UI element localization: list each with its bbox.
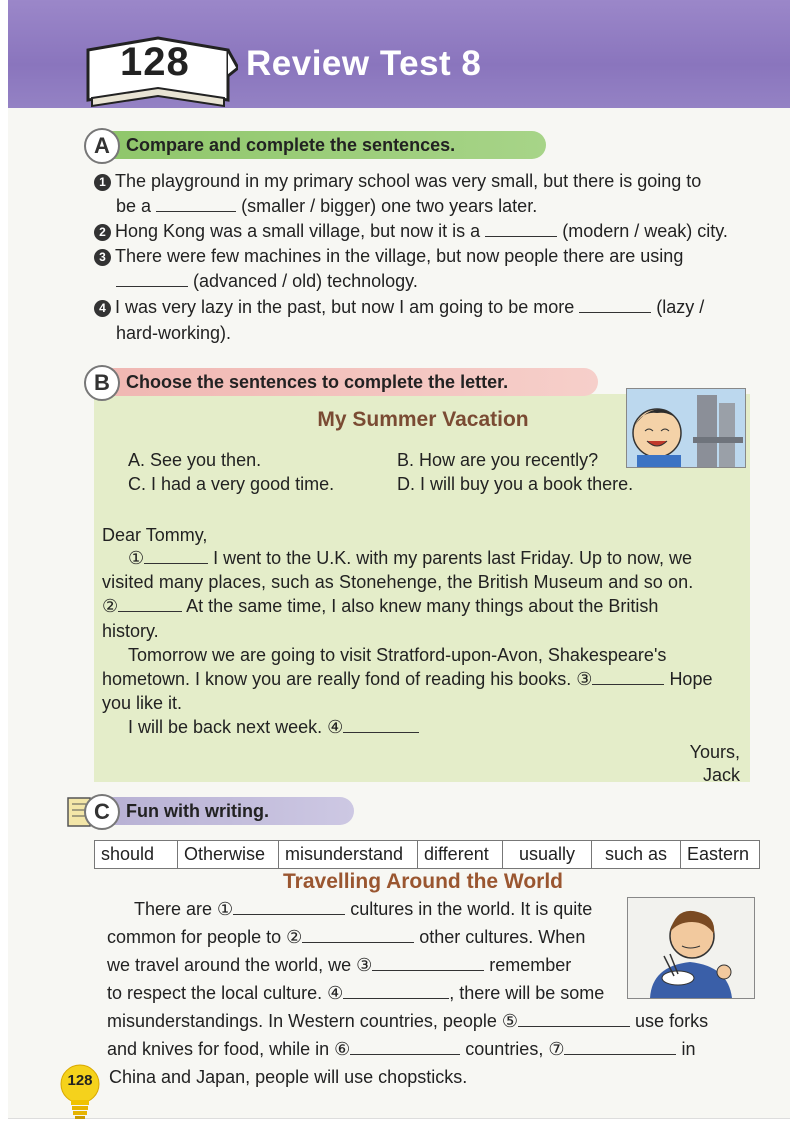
answer-blank[interactable]: [350, 1040, 460, 1055]
story-line: [107, 981, 604, 1005]
answer-blank[interactable]: [302, 928, 414, 943]
letter-text: I went to the U.K. with my parents last Friday. Up to now, we: [213, 548, 693, 568]
answer-blank[interactable]: [592, 670, 664, 685]
answer-blank[interactable]: [343, 984, 449, 999]
word-bank-item: such as: [592, 841, 681, 868]
story-text: common for people to ②: [107, 927, 303, 947]
story-line: China and Japan, people will use chopsticks.: [109, 1067, 468, 1087]
letter-line: Tomorrow we are going to visit Stratford-upon-Avon, Shakespeare's: [128, 645, 667, 665]
letter-line: [102, 594, 658, 618]
story-line: [107, 1009, 708, 1033]
word-bank-item: should: [95, 841, 178, 868]
word-bank-item: different: [418, 841, 503, 868]
question-3-line-2: [116, 269, 418, 293]
blank-marker: ②: [102, 596, 119, 616]
section-c-letter: C: [84, 794, 120, 830]
letter-line: you like it.: [102, 693, 183, 713]
story-text: and knives for food, while in ⑥: [107, 1039, 351, 1059]
section-c-instruction: Fun with writing.: [126, 801, 269, 821]
answer-blank[interactable]: [485, 222, 557, 237]
question-text: hard-working).: [116, 323, 232, 343]
question-text: There were few machines in the village, but now people there are using: [115, 246, 684, 266]
question-number: 1: [94, 174, 111, 191]
answer-blank[interactable]: [343, 718, 419, 733]
option-b: B. How are you recently?: [397, 450, 599, 470]
answer-blank[interactable]: [156, 197, 236, 212]
question-text: (modern / weak) city.: [562, 221, 728, 241]
story-line: [107, 1037, 696, 1061]
section-a-letter: A: [84, 128, 120, 164]
story-text: to respect the local culture. ④: [107, 983, 344, 1003]
letter-line: [128, 715, 419, 739]
story-text: There are ①: [134, 899, 234, 919]
question-number: 4: [94, 300, 111, 317]
question-2: [94, 219, 728, 243]
letter-signature: Jack: [702, 765, 740, 785]
question-number: 3: [94, 249, 111, 266]
word-bank-item: usually: [503, 841, 592, 868]
letter-closing: Yours,: [689, 742, 740, 762]
letter-line: history.: [102, 621, 159, 641]
answer-blank[interactable]: [233, 900, 345, 915]
option-a: A. See you then.: [128, 450, 262, 470]
word-bank-item: Otherwise: [178, 841, 279, 868]
answer-blank[interactable]: [579, 298, 651, 313]
question-text: I was very lazy in the past, but now I am going to be more: [115, 297, 575, 317]
story-text: we travel around the world, we ③: [107, 955, 373, 975]
question-1: [94, 169, 701, 193]
section-c-header: [94, 797, 354, 825]
question-text: (smaller / bigger) one two years later.: [241, 196, 538, 216]
word-bank-item: misunderstand: [279, 841, 418, 868]
letter-text: hometown. I know you are really fond of reading his books.: [102, 669, 572, 689]
question-text: (lazy /: [656, 297, 705, 317]
story-line: [107, 953, 571, 977]
question-text: (advanced / old) technology.: [193, 271, 418, 291]
story-text: cultures in the world. It is quite: [350, 899, 593, 919]
answer-blank[interactable]: [518, 1012, 630, 1027]
story-text: in: [681, 1039, 696, 1059]
boy-chopsticks-illustration: [627, 897, 755, 999]
story-title: Travelling Around the World: [283, 870, 564, 893]
boy-eating-icon: [628, 898, 754, 998]
letter-line: visited many places, such as Stonehenge, the British Museum and so on.: [102, 572, 694, 592]
question-4: [94, 295, 704, 319]
section-b-letter: B: [84, 365, 120, 401]
blank-marker: ①: [128, 548, 145, 568]
page-title: Review Test 8: [246, 44, 482, 83]
question-text: The playground in my primary school was very small, but there is going to: [115, 171, 702, 191]
letter-line: [128, 546, 692, 570]
answer-blank[interactable]: [144, 549, 208, 564]
page-number: 128: [67, 1072, 93, 1089]
unit-number: 128: [120, 40, 190, 84]
letter-line: [102, 667, 712, 691]
letter-greeting: Dear Tommy,: [102, 525, 208, 545]
question-number: 2: [94, 224, 111, 241]
section-b-header: [94, 368, 598, 396]
option-d: D. I will buy you a book there.: [397, 474, 634, 494]
letter-title: My Summer Vacation: [317, 408, 529, 431]
question-4-line-2: [116, 321, 231, 345]
story-text: other cultures. When: [419, 927, 586, 947]
section-b-instruction: Choose the sentences to complete the letter.: [126, 372, 509, 392]
section-a-header: [94, 131, 546, 159]
answer-blank[interactable]: [118, 597, 182, 612]
story-text: misunderstandings. In Western countries, people ⑤: [107, 1011, 519, 1031]
story-text: countries, ⑦: [465, 1039, 565, 1059]
word-bank: [94, 840, 760, 869]
question-text: Hong Kong was a small village, but now it is a: [115, 221, 481, 241]
letter-text: I will be back next week.: [128, 717, 323, 737]
worksheet-page: [8, 0, 790, 1119]
word-bank-item: Eastern: [687, 844, 750, 864]
answer-blank[interactable]: [116, 272, 188, 287]
question-1-line-2: [116, 194, 537, 218]
question-text: be a: [116, 196, 152, 216]
letter-text: At the same time, I also knew many things about the British: [186, 596, 659, 616]
blank-marker: ③: [576, 669, 593, 689]
story-text: remember: [489, 955, 572, 975]
answer-blank[interactable]: [372, 956, 484, 971]
boy-illustration: [626, 388, 746, 468]
story-text: , there will be some: [449, 983, 605, 1003]
story-line: [107, 925, 585, 949]
answer-blank[interactable]: [564, 1040, 676, 1055]
option-c: C. I had a very good time.: [128, 474, 335, 494]
blank-marker: ④: [327, 717, 344, 737]
letter-text: Hope: [669, 669, 713, 689]
boy-big-ben-icon: [627, 389, 745, 467]
section-a-instruction: Compare and complete the sentences.: [126, 135, 456, 155]
question-3: [94, 244, 683, 268]
story-line: [134, 897, 592, 921]
story-text: use forks: [635, 1011, 709, 1031]
